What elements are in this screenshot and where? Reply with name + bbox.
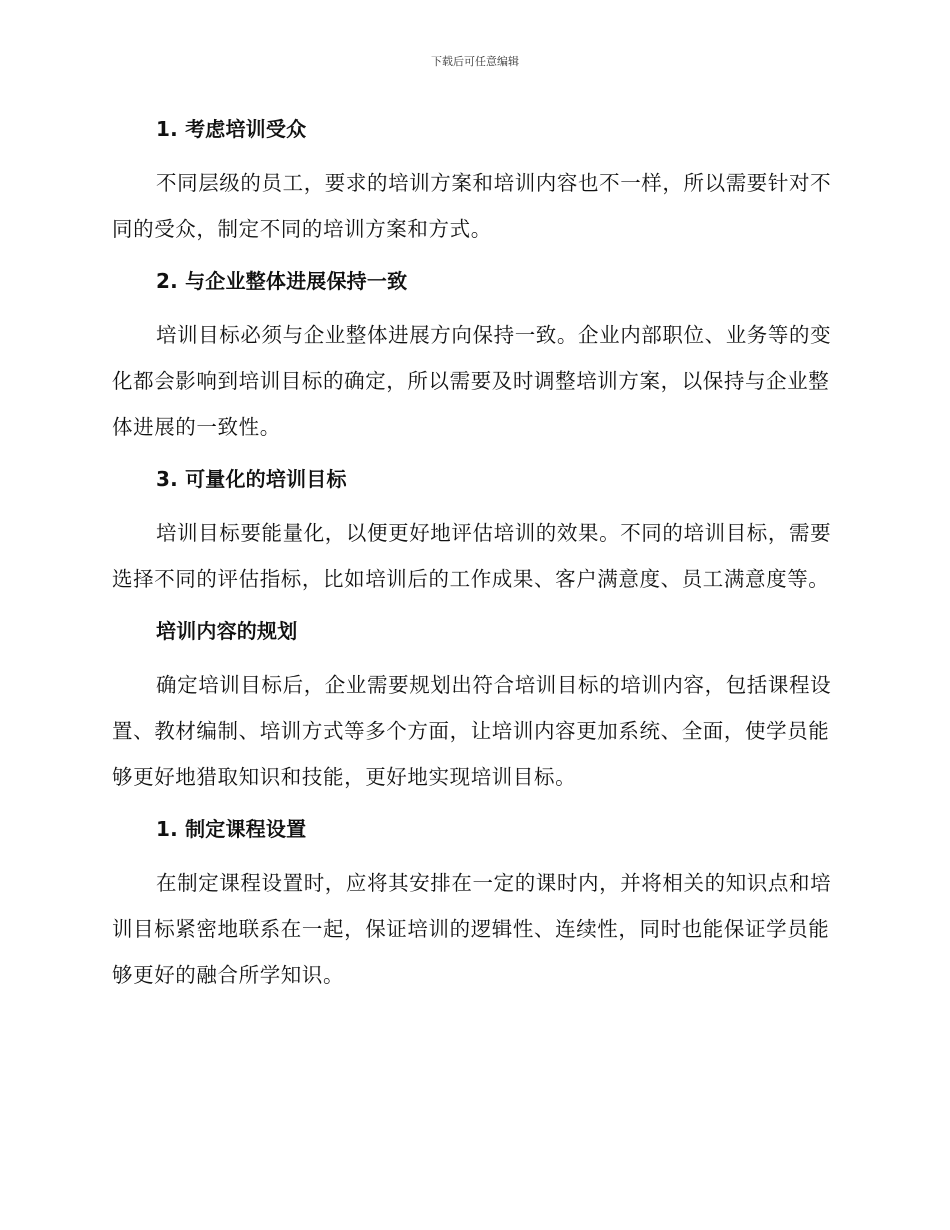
- section-heading: 2. 与企业整体进展保持一致: [156, 269, 408, 293]
- section-quantifiable: [112, 460, 832, 602]
- section-paragraph: 培训目标要能量化，以便更好地评估培训的效果。不同的培训目标，需要选择不同的评估指标，比如培训后的工作成果、客户满意度、员工满意度等。: [112, 521, 832, 591]
- section-alignment: [112, 262, 832, 450]
- section-audience: [112, 110, 832, 252]
- section-paragraph: 培训目标必须与企业整体进展方向保持一致。企业内部职位、业务等的变化都会影响到培训目标的确定，所以需要及时调整培训方案，以保持与企业整体进展的一致性。: [112, 323, 832, 439]
- section-heading: 1. 制定课程设置: [156, 817, 307, 841]
- page-header: 下载后可任意编辑: [431, 55, 519, 68]
- section-paragraph: 在制定课程设置时，应将其安排在一定的课时内，并将相关的知识点和培训目标紧密地联系在一起，保证培训的逻辑性、连续性，同时也能保证学员能够更好的融合所学知识。: [112, 871, 832, 987]
- section-paragraph: 不同层级的员工，要求的培训方案和培训内容也不一样，所以需要针对不同的受众，制定不同的培训方案和方式。: [112, 171, 832, 241]
- section-heading: 1. 考虑培训受众: [156, 117, 307, 141]
- section-content-planning: [112, 612, 832, 800]
- document-body: [112, 110, 832, 998]
- section-course-setup: [112, 810, 832, 998]
- section-heading: 3. 可量化的培训目标: [156, 467, 347, 491]
- section-heading: 培训内容的规划: [156, 619, 298, 643]
- section-paragraph: 确定培训目标后，企业需要规划出符合培训目标的培训内容，包括课程设置、教材编制、培训方式等多个方面，让培训内容更加系统、全面，使学员能够更好地猎取知识和技能，更好地实现培训目标。: [112, 673, 832, 789]
